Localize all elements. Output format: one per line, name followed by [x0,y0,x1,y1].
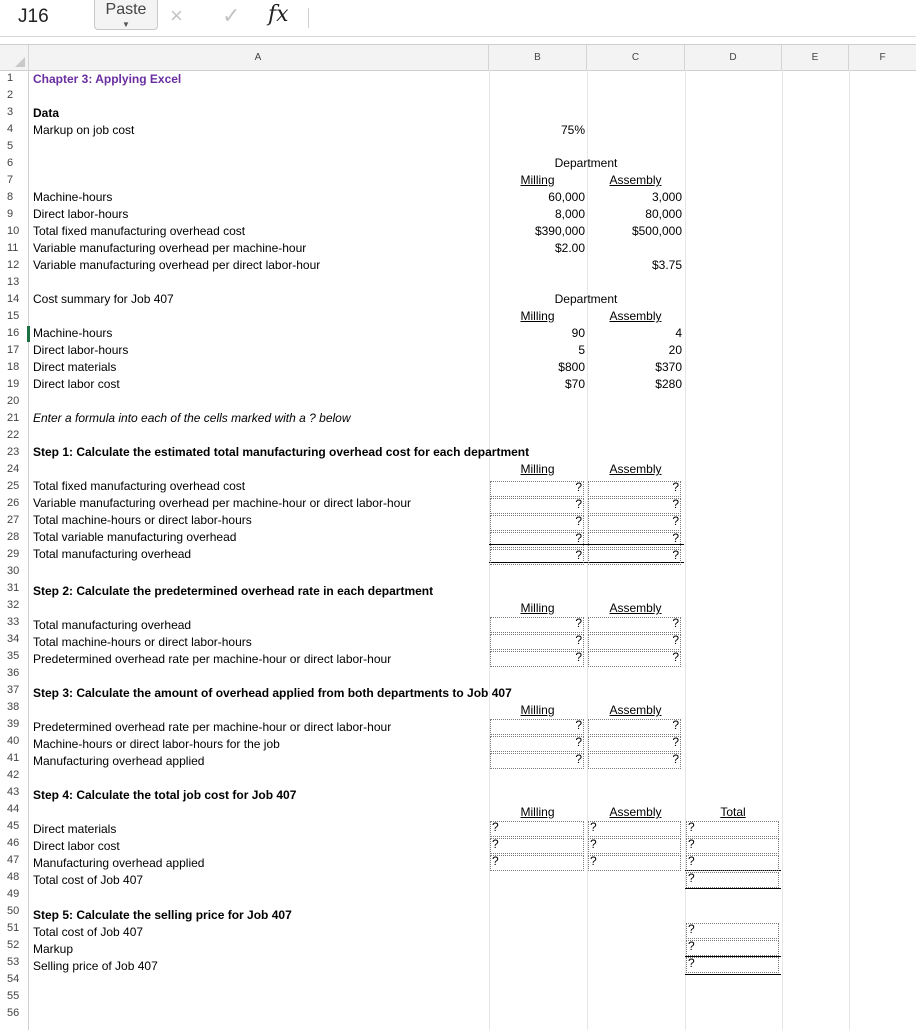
row-label[interactable]: Machine-hours or direct labor-hours for the job [33,737,280,751]
column-header-a[interactable]: A [28,45,489,70]
row-header[interactable]: 22 [7,429,20,441]
data-cell[interactable]: 20 [668,343,682,357]
formula-input-cell[interactable]: ? [688,871,695,885]
row-header[interactable]: 25 [7,480,20,492]
row-header[interactable]: 31 [7,582,20,594]
row-header[interactable]: 48 [7,871,20,883]
row-header[interactable]: 16 [7,327,20,339]
row-header[interactable]: 55 [7,990,20,1002]
department-header[interactable]: Department [554,292,618,306]
data-cell[interactable]: $500,000 [631,224,682,238]
column-header-row [0,44,916,71]
data-cell[interactable]: $800 [558,360,585,374]
cost-summary-label[interactable]: Cost summary for Job 407 [33,292,174,306]
data-cell[interactable]: $70 [564,377,585,391]
row-label[interactable]: Selling price of Job 407 [33,959,158,973]
row-header[interactable]: 35 [7,650,20,662]
formula-input-cell[interactable]: ? [672,735,679,749]
name-box[interactable]: J16 [18,6,49,27]
row-header[interactable]: 24 [7,463,20,475]
row-header[interactable]: 34 [7,633,20,645]
formula-input-cell[interactable]: ? [672,497,679,511]
enter-check-icon[interactable]: ✓ [222,3,241,28]
row-label[interactable]: Total variable manufacturing overhead [33,530,237,544]
row-header[interactable]: 45 [7,820,20,832]
assembly-header[interactable]: Assembly [609,173,662,187]
formula-input-cell[interactable]: ? [492,820,499,834]
step2-heading[interactable]: Step 2: Calculate the predetermined overhead rate in each department [33,584,434,598]
row-header[interactable]: 56 [7,1007,20,1019]
row-label[interactable]: Predetermined overhead rate per machine-hour or direct labor-hour [33,652,392,666]
formula-separator [308,8,309,28]
row-header[interactable]: 20 [7,395,20,407]
step4-heading[interactable]: Step 4: Calculate the total job cost for Job 407 [33,788,297,802]
formula-input-cell[interactable]: ? [575,752,582,766]
formula-input-cell[interactable]: ? [575,718,582,732]
data-cell[interactable]: $390,000 [534,224,585,238]
formula-input-cell[interactable]: ? [575,650,582,664]
row-header[interactable]: 8 [7,191,14,203]
formula-input-cell[interactable]: ? [575,616,582,630]
column-header-f[interactable]: F [879,52,886,63]
formula-input-cell[interactable]: ? [575,514,582,528]
formula-input-cell[interactable]: ? [492,854,499,868]
row-header[interactable]: 14 [7,293,20,305]
assembly-header[interactable]: Assembly [609,703,662,717]
row-header[interactable]: 40 [7,735,20,747]
column-header-d[interactable]: D [685,45,782,70]
row-label[interactable]: Manufacturing overhead applied [33,754,205,768]
row-label[interactable]: Markup [33,942,74,956]
row-header[interactable]: 18 [7,361,20,373]
formula-input-cell[interactable]: ? [672,752,679,766]
formula-input-cell[interactable]: ? [672,480,679,494]
row-header[interactable]: 39 [7,718,20,730]
row-header[interactable]: 36 [7,667,20,679]
milling-header[interactable]: Milling [520,703,555,717]
column-header-b[interactable]: B [489,45,587,70]
row-header[interactable]: 27 [7,514,20,526]
formula-input-cell[interactable]: ? [672,531,679,545]
data-cell[interactable]: 80,000 [645,207,682,221]
assembly-header[interactable]: Assembly [609,309,662,323]
row-header[interactable]: 11 [7,242,19,254]
row-header[interactable]: 50 [7,905,20,917]
data-cell[interactable]: $370 [655,360,682,374]
formula-input-cell[interactable]: ? [688,956,695,970]
formula-input-cell[interactable]: ? [575,548,582,562]
row-header[interactable]: 30 [7,565,20,577]
data-cell[interactable]: $280 [655,377,682,391]
worksheet[interactable] [0,44,916,1024]
row-header[interactable]: 1 [7,72,14,84]
row-header[interactable]: 5 [7,140,14,152]
assembly-header[interactable]: Assembly [609,462,662,476]
row-label[interactable]: Direct materials [33,822,117,836]
formula-input-cell[interactable]: ? [590,854,597,868]
assembly-header[interactable]: Assembly [609,805,662,819]
data-cell[interactable]: 3,000 [651,190,682,204]
formula-input-cell[interactable]: ? [688,939,695,953]
milling-header[interactable]: Milling [520,173,555,187]
formula-input-cell[interactable]: ? [672,548,679,562]
row-label[interactable]: Total manufacturing overhead [33,618,192,632]
row-label[interactable]: Total fixed manufacturing overhead cost [33,479,246,493]
row-label[interactable]: Variable manufacturing overhead per machine-hour [33,241,307,255]
row-label[interactable]: Variable manufacturing overhead per machine-hour or direct labor-hour [33,496,411,510]
row-header[interactable]: 47 [7,854,20,866]
formula-input-cell[interactable]: ? [575,497,582,511]
formula-input-cell[interactable]: ? [575,633,582,647]
row-header[interactable]: 12 [7,259,20,271]
column-header-c[interactable]: C [587,45,685,70]
assembly-header[interactable]: Assembly [609,601,662,615]
row-header[interactable]: 23 [7,446,20,458]
formula-input-cell[interactable]: ? [688,837,695,851]
milling-header[interactable]: Milling [520,309,555,323]
row-header[interactable]: 53 [7,956,20,968]
milling-header[interactable]: Milling [520,805,555,819]
data-cell[interactable]: 5 [578,343,585,357]
row-label[interactable]: Total fixed manufacturing overhead cost [33,224,246,238]
formula-input-cell[interactable]: ? [575,531,582,545]
data-cell[interactable]: 90 [571,326,585,340]
formula-input-cell[interactable]: ? [672,514,679,528]
data-cell[interactable]: $3.75 [651,258,682,272]
row-label[interactable]: Total cost of Job 407 [33,925,144,939]
formula-input-cell[interactable]: ? [672,718,679,732]
row-header[interactable]: 4 [7,123,14,135]
row-header[interactable]: 54 [7,973,20,985]
row-header[interactable]: 43 [7,786,20,798]
row-header[interactable]: 9 [7,208,14,220]
row-header[interactable]: 19 [7,378,20,390]
formula-input-cell[interactable]: ? [575,735,582,749]
row-label[interactable]: Total manufacturing overhead [33,547,192,561]
row-label[interactable]: Total machine-hours or direct labor-hours [33,513,252,527]
row-label[interactable]: Machine-hours [33,326,113,340]
row-header[interactable]: 28 [7,531,20,543]
row-label[interactable]: Total cost of Job 407 [33,873,144,887]
row-header[interactable]: 21 [7,412,20,424]
row-label[interactable]: Direct labor cost [33,377,120,391]
markup-value[interactable]: 75% [560,123,585,137]
row-header[interactable]: 44 [7,803,20,815]
department-header[interactable]: Department [554,156,618,170]
row-label[interactable]: Predetermined overhead rate per machine-hour or direct labor-hour [33,720,392,734]
formula-input-cell[interactable]: ? [672,616,679,630]
formula-input-cell[interactable]: ? [492,837,499,851]
total-border-bottom [685,888,781,889]
row-header[interactable]: 29 [7,548,20,560]
row-header[interactable]: 17 [7,344,20,356]
row-header[interactable]: 7 [7,174,14,186]
row-label[interactable]: Direct labor-hours [33,343,129,357]
markup-label[interactable]: Markup on job cost [33,123,135,137]
paste-button[interactable] [94,0,158,30]
paste-label: Paste [105,1,147,18]
gridline [782,70,783,1030]
row-header[interactable]: 38 [7,701,20,713]
row-header[interactable]: 46 [7,837,20,849]
data-cell[interactable]: 4 [675,326,682,340]
row-header[interactable]: 32 [7,599,20,611]
row-header[interactable]: 15 [7,310,20,322]
gridline [849,70,850,1030]
step3-heading[interactable]: Step 3: Calculate the amount of overhead applied from both departments to Job 407 [33,686,512,700]
row-header[interactable]: 52 [7,939,20,951]
cancel-icon[interactable]: × [170,3,183,28]
data-cell[interactable]: 60,000 [548,190,585,204]
chevron-down-icon[interactable]: ▼ [122,20,130,29]
formula-bar [0,0,916,37]
data-cell[interactable]: 8,000 [554,207,585,221]
formula-input-cell[interactable]: ? [672,633,679,647]
total-border-bottom [685,974,781,975]
data-cell[interactable]: $2.00 [554,241,585,255]
step5-heading[interactable]: Step 5: Calculate the selling price for Job 407 [33,908,292,922]
row-label[interactable]: Total machine-hours or direct labor-hours [33,635,252,649]
row-header[interactable]: 10 [7,225,20,237]
data-label[interactable]: Data [33,106,60,120]
column-header-e[interactable]: E [782,45,849,70]
row-header[interactable]: 37 [7,684,20,696]
row-label[interactable]: Machine-hours [33,190,113,204]
row-header[interactable]: 13 [7,276,20,288]
row-header[interactable]: 6 [7,157,14,169]
step1-heading[interactable]: Step 1: Calculate the estimated total manufacturing overhead cost for each department [33,445,530,459]
instruction-text[interactable]: Enter a formula into each of the cells marked with a ? below [33,411,351,425]
fx-icon[interactable]: fx [268,2,289,27]
total-header[interactable]: Total [720,805,746,819]
milling-header[interactable]: Milling [520,462,555,476]
row-header[interactable]: 3 [7,106,14,118]
row-header[interactable]: 42 [7,769,20,781]
row-label[interactable]: Direct materials [33,360,117,374]
formula-input-cell[interactable]: ? [590,820,597,834]
milling-header[interactable]: Milling [520,601,555,615]
row-label[interactable]: Variable manufacturing overhead per direct labor-hour [33,258,321,272]
formula-input-cell[interactable]: ? [575,480,582,494]
row-header[interactable]: 49 [7,888,20,900]
row-label[interactable]: Manufacturing overhead applied [33,856,205,870]
row-label[interactable]: Direct labor cost [33,839,120,853]
formula-input-cell[interactable]: ? [688,922,695,936]
formula-input-cell[interactable]: ? [688,854,695,868]
row-header[interactable]: 2 [7,89,14,101]
sheet-title[interactable]: Chapter 3: Applying Excel [33,72,182,86]
row-header[interactable]: 51 [7,922,20,934]
select-all-corner[interactable] [0,45,29,70]
formula-input-cell[interactable]: ? [672,650,679,664]
row-label[interactable]: Direct labor-hours [33,207,129,221]
formula-input-cell[interactable]: ? [590,837,597,851]
row-header[interactable]: 33 [7,616,20,628]
formula-input-cell[interactable]: ? [688,820,695,834]
row-header[interactable]: 26 [7,497,20,509]
row-header[interactable]: 41 [7,752,20,764]
